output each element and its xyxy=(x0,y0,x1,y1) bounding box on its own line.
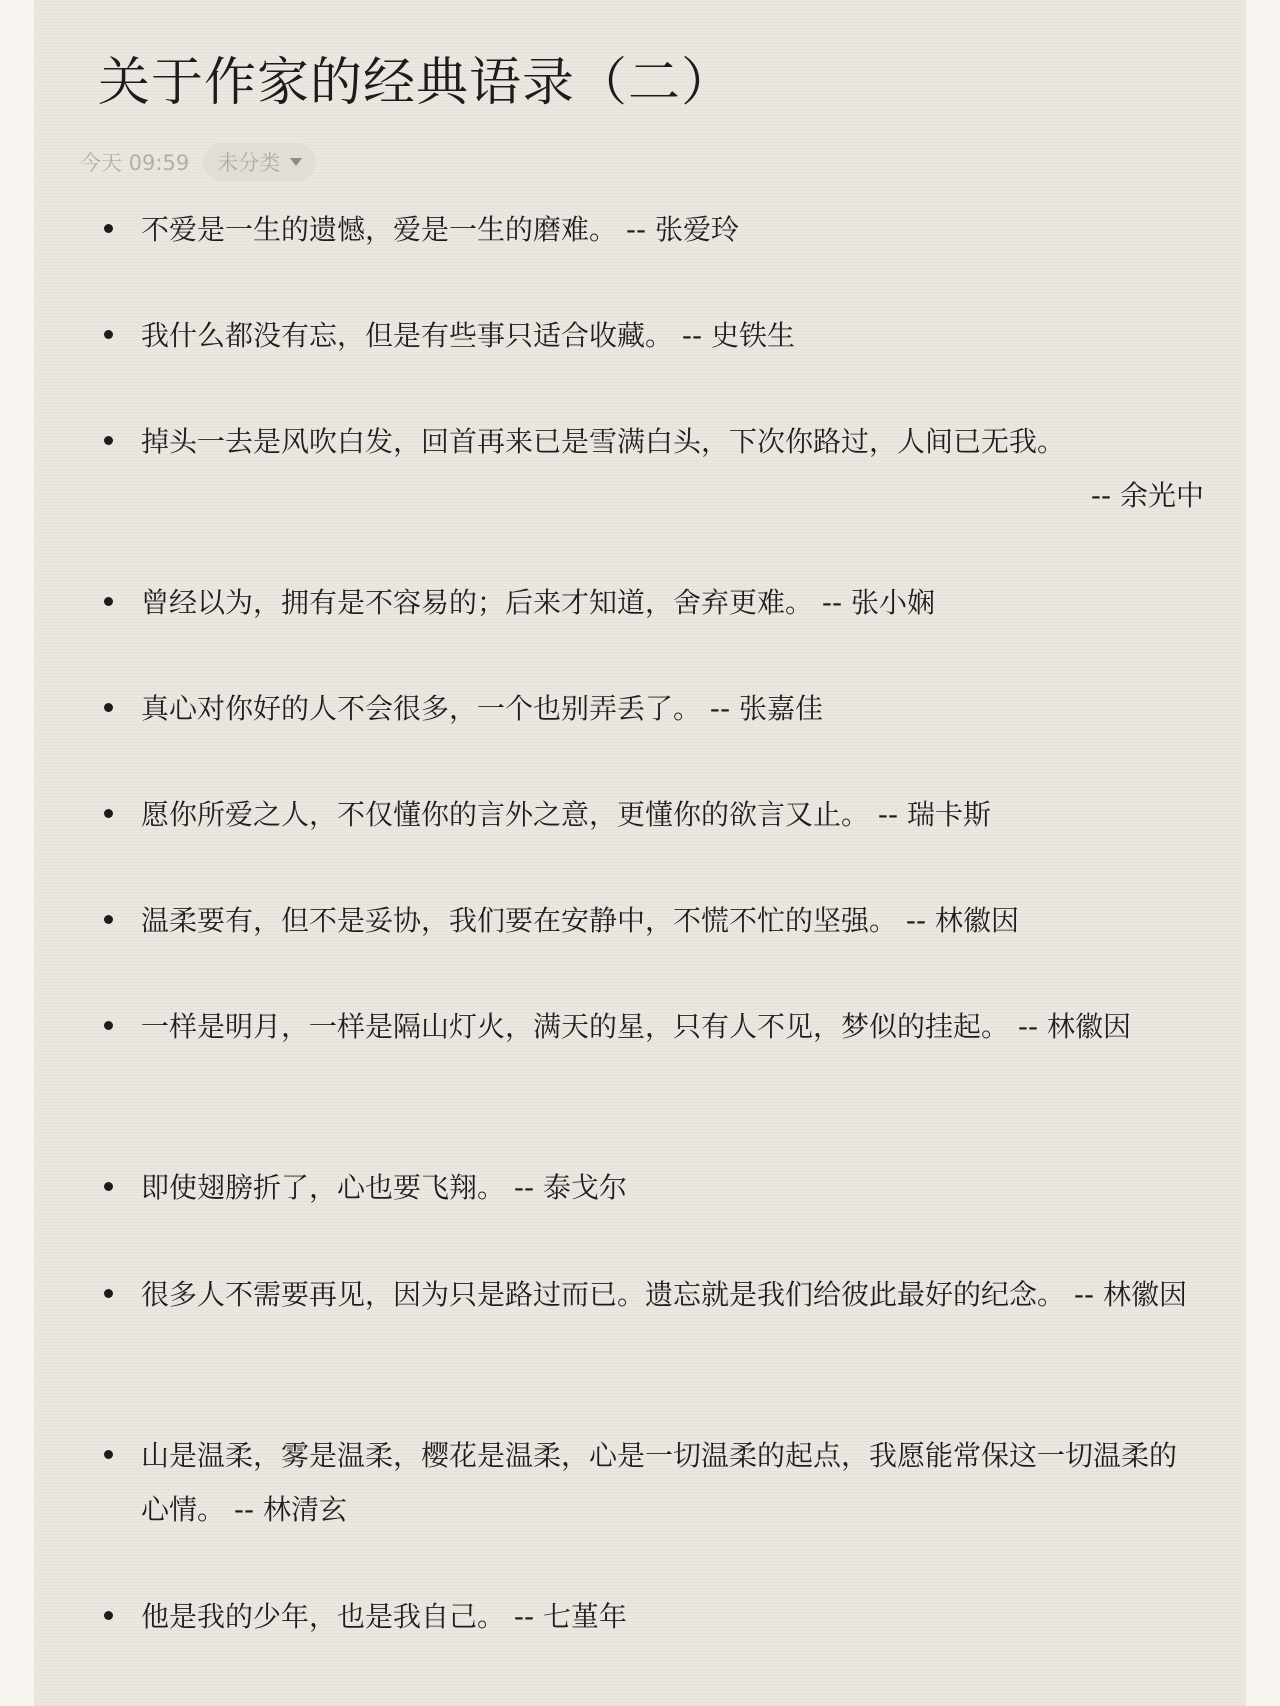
bullet-icon xyxy=(104,330,113,339)
quote-text: 即使翅膀折了，心也要飞翔。 -- 泰戈尔 xyxy=(141,1171,628,1204)
note-title[interactable]: 关于作家的经典语录（二） xyxy=(98,53,735,113)
bullet-icon xyxy=(104,1450,113,1459)
quote-text: 温柔要有，但不是妥协，我们要在安静中，不慌不忙的坚强。 -- 林徽因 xyxy=(141,904,1020,937)
bullet-icon xyxy=(104,1021,113,1030)
quote-text: 我什么都没有忘，但是有些事只适合收藏。 -- 史铁生 xyxy=(141,319,796,352)
bullet-icon xyxy=(104,436,113,445)
quote-text: 不爱是一生的遗憾，爱是一生的磨难。 -- 张爱玲 xyxy=(141,213,740,246)
note-timestamp: 今天 09:59 xyxy=(80,151,190,175)
quote-text: 他是我的少年，也是我自己。 -- 七堇年 xyxy=(141,1600,628,1633)
quote-attribution: -- 余光中 xyxy=(1090,479,1204,512)
quote-text: 山是温柔，雾是温柔，樱花是温柔，心是一切温柔的起点，我愿能常保这一切温柔的心情。 -- 林清玄 xyxy=(141,1439,1178,1526)
bullet-icon xyxy=(104,915,113,924)
bullet-icon xyxy=(104,597,113,606)
quote-text: 掉头一去是风吹白发，回首再来已是雪满白头，下次你路过，人间已无我。 xyxy=(141,425,1066,458)
bullet-icon xyxy=(104,1611,113,1620)
quote-text: 很多人不需要再见，因为只是路过而已。遗忘就是我们给彼此最好的纪念。 -- 林徽因 xyxy=(141,1278,1188,1311)
note-meta xyxy=(80,142,316,182)
category-label: 未分类 xyxy=(217,151,281,175)
quote-text: 愿你所爱之人，不仅懂你的言外之意，更懂你的欲言又止。 -- 瑞卡斯 xyxy=(141,798,992,831)
chevron-down-icon xyxy=(290,158,302,166)
category-dropdown[interactable] xyxy=(203,143,316,181)
bullet-icon xyxy=(104,224,113,233)
list-item[interactable] xyxy=(104,415,1204,523)
bullet-icon xyxy=(104,809,113,818)
quote-text: 一样是明月，一样是隔山灯火，满天的星，只有人不见，梦似的挂起。 -- 林徽因 xyxy=(141,1010,1132,1043)
bullet-icon xyxy=(104,1289,113,1298)
bullet-icon xyxy=(104,1182,113,1191)
bullet-icon xyxy=(104,703,113,712)
quote-text: 真心对你好的人不会很多，一个也别弄丢了。 -- 张嘉佳 xyxy=(141,692,824,725)
quote-text: 曾经以为，拥有是不容易的；后来才知道，舍弃更难。 -- 张小娴 xyxy=(141,586,936,619)
